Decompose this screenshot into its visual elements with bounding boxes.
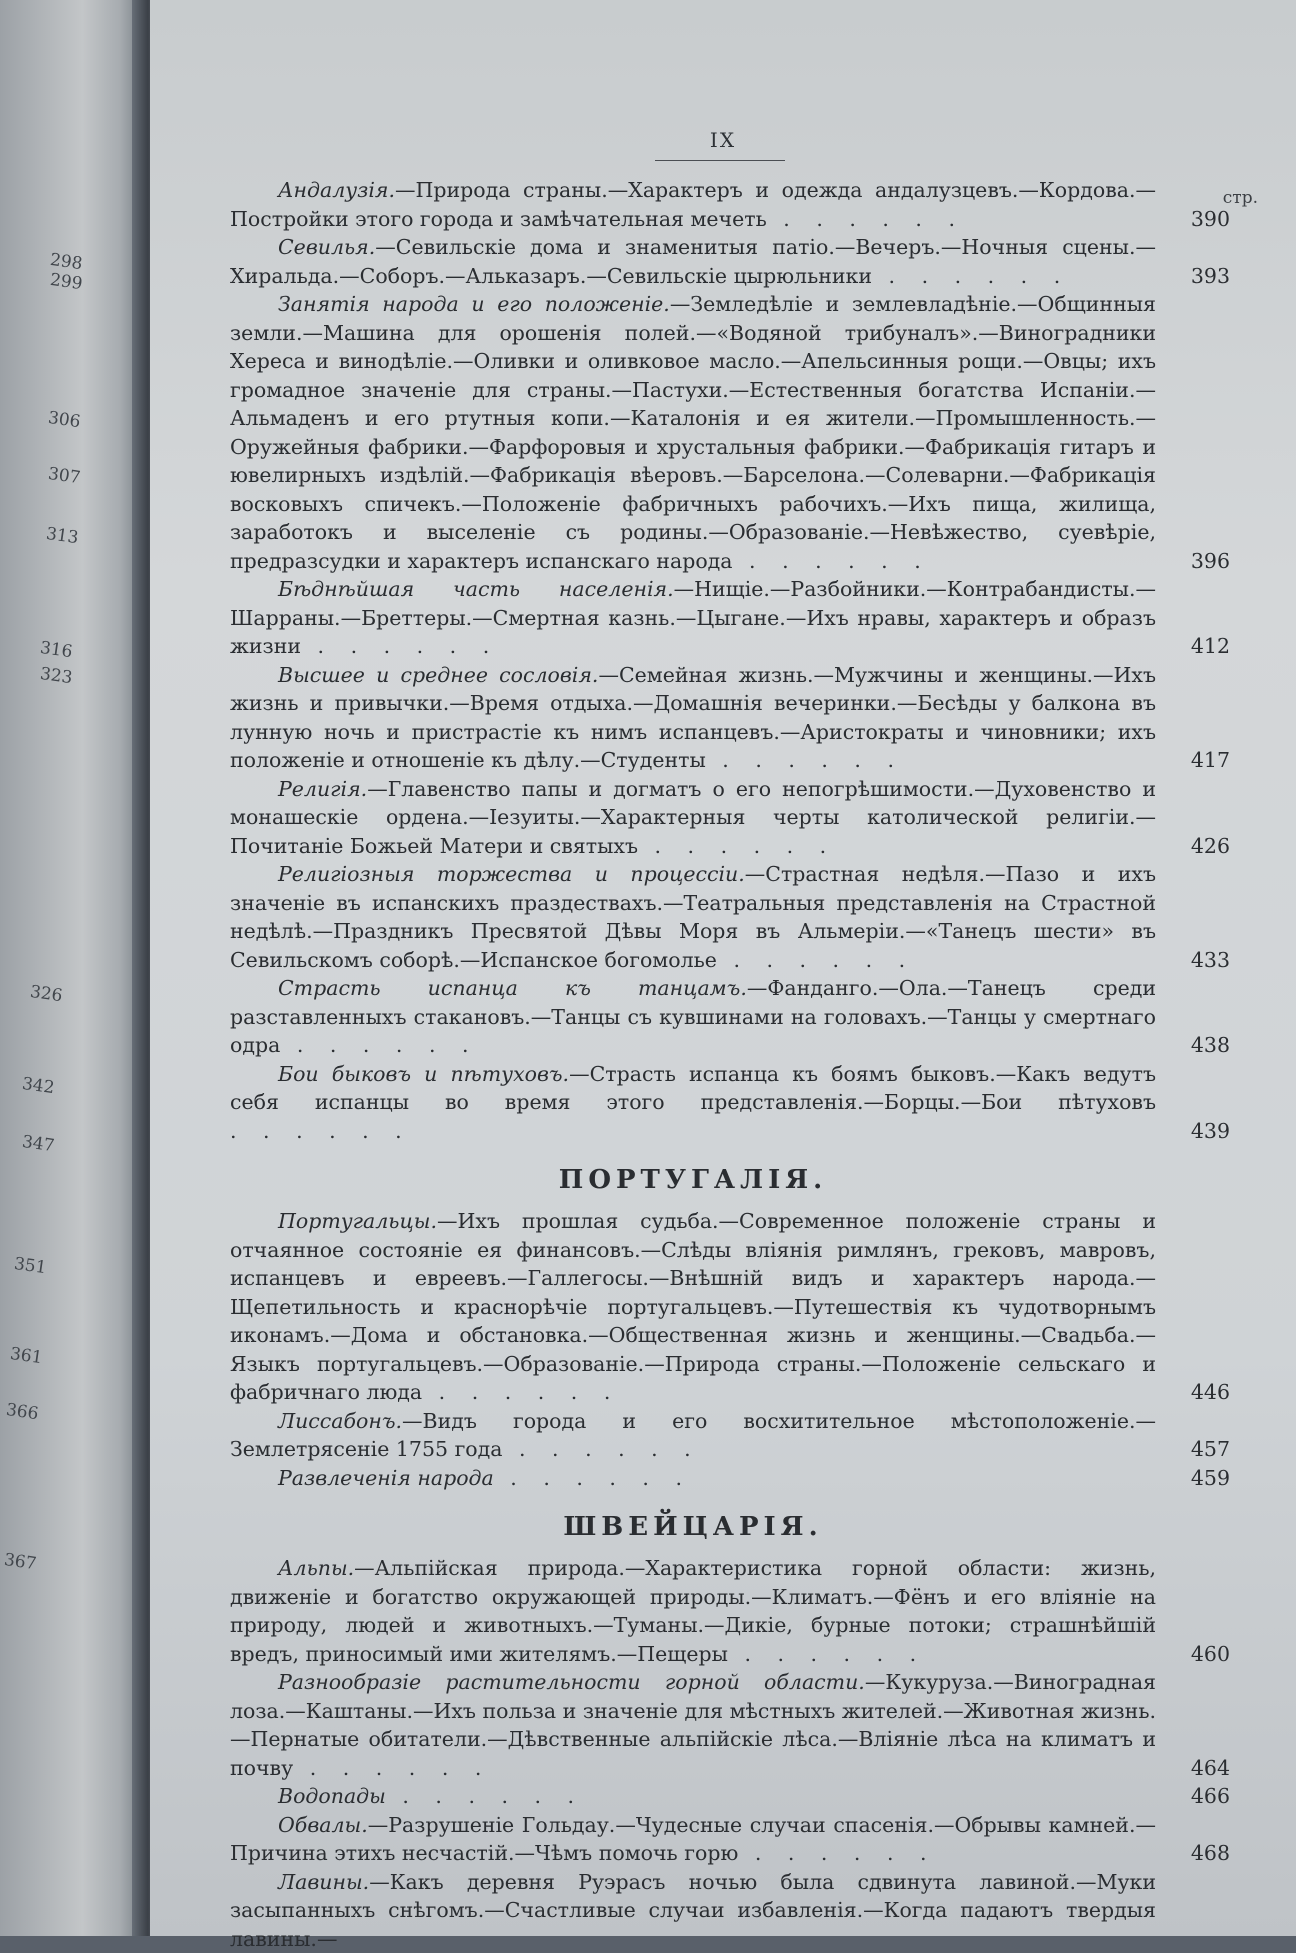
section-title: ШВЕЙЦАРІЯ. (230, 1512, 1230, 1542)
toc-entry (230, 1207, 1230, 1407)
toc-entry (230, 860, 1230, 974)
leader-dots: . . . . . . (230, 1119, 412, 1143)
page-number: IX (150, 128, 1296, 152)
toc-entry-description: —Кукуруза.—Виноградная лоза.—Каштаны.—Ихъ польза и значеніе для мѣстныхъ жителей.—Животная жизнь.—Пернатые обитатели.—Дѣвственные альпійскіе лѣса.—Вліяніе лѣса на климатъ и почву (230, 1670, 1156, 1780)
toc-entry-text (230, 1811, 1156, 1868)
toc-entry-heading: Альпы. (230, 1556, 354, 1580)
toc-entry-description: —Природа страны.—Характеръ и одежда андалузцевъ.—Кордова.—Постройки этого города и замѣчательная мечеть (230, 178, 1156, 231)
toc-entry-heading: Севилья. (230, 235, 375, 259)
toc-entry (230, 1407, 1230, 1464)
toc-entry-heading: Водопады (230, 1784, 386, 1808)
toc-page-number: 393 (1156, 262, 1230, 291)
toc-entry-description: —Альпійская природа.—Характеристика горной области: жизнь, движеніе и богатство окружающей природы.—Климатъ.—Фёнъ и его вліяніе на природу, людей и животныхъ.—Туманы.—Дикіе, бурные потоки; страшнѣйшій вредъ, приносимый ими жителямъ.—Пещеры (230, 1556, 1156, 1666)
toc-entry (230, 290, 1230, 575)
toc-entry-description: —Видъ города и его восхитительное мѣстоположеніе.—Землетрясеніе 1755 года (230, 1409, 1156, 1462)
toc-entry (230, 575, 1230, 661)
toc-entry-description: —Страсть испанца къ боямъ быковъ.—Какъ ведутъ себя испанцы во время этого представленія.—Борцы.—Бои пѣтуховъ (230, 1062, 1156, 1115)
toc-entry-heading: Религія. (230, 777, 367, 801)
toc-entry-text (230, 1464, 1156, 1493)
toc-entry (230, 974, 1230, 1060)
toc-entry-text (230, 1060, 1156, 1146)
toc-entry (230, 1060, 1230, 1146)
left-margin-number: 323 (39, 664, 74, 688)
toc-entry-heading: Андалузія. (230, 178, 395, 202)
leader-dots: . . . . . . (728, 1642, 926, 1666)
left-margin-number: 313 (45, 524, 80, 548)
toc-page-number: 433 (1156, 946, 1230, 975)
toc-entry-description: —Земледѣліе и землевладѣніе.—Общинныя земли.—Машина для орошенія полей.—«Водяной трибуналъ».—Виноградники Хереса и винодѣліе.—Оливки и оливковое масло.—Апельсинныя рощи.—Овцы; ихъ громадное значеніе для страны.—Пастухи.—Естественныя богатства Испаніи.—Альмаденъ и его ртутныя копи.—Каталонія и ея жители.—Промышленность.—Оружейныя фабрики.—Фарфоровыя и хрустальныя фабрики.—Фабрикація гитаръ и ювелирныхъ издѣлій.—Фабрикація вѣеровъ.—Барселона.—Солеварни.—Фабрикація восковыхъ спичекъ.—Положеніе фабричныхъ рабочихъ.—Ихъ пища, жилища, заработокъ и выселеніе съ родины.—Образованіе.—Невѣжество, суевѣріе, предразсудки и характеръ испанскаго народа (230, 292, 1156, 573)
toc-page-number: 446 (1156, 1378, 1230, 1407)
toc-entry-heading: Лиссабонъ. (230, 1409, 402, 1433)
toc-entry-text (230, 290, 1156, 575)
left-margin-number: 299 (49, 270, 84, 294)
toc-page-number: 464 (1156, 1754, 1230, 1783)
toc-entry-heading: Религіозныя торжества и процессіи. (230, 862, 745, 886)
leader-dots: . . . . . . (386, 1784, 584, 1808)
toc-entry-heading: Бѣднѣйшая часть населенія. (230, 577, 674, 601)
toc-entry-description: —Страстная недѣля.—Пазо и ихъ значеніе въ испанскихъ праздествахъ.—Театральныя представленія на Страстной недѣлѣ.—Праздникъ Пресвятой Дѣвы Моря въ Альмеріи.—«Танецъ шести» въ Севильскомъ соборѣ.—Испанское богомолье (230, 862, 1156, 972)
toc-entry-text (230, 575, 1156, 661)
toc-entry-description: —Какъ деревня Руэрасъ ночью была сдвинута лавиной.—Муки засыпанныхъ снѣгомъ.—Счастливые случаи избавленія.—Когда падаютъ твердыя лавины.— (230, 1870, 1156, 1951)
toc-page-number: 466 (1156, 1782, 1230, 1811)
page-column-label: стр. (1223, 188, 1258, 208)
toc-page-number: 460 (1156, 1640, 1230, 1669)
leader-dots: . . . . . . (733, 549, 931, 573)
toc-page-number: 426 (1156, 832, 1230, 861)
leader-dots: . . . . . . (422, 1380, 620, 1404)
toc-entry-description: —Главенство папы и догматъ о его непогрѣшимости.—Духовенство и монашескіе ордена.—Іезуиты.—Характерныя черты католической религіи.—Почитаніе Божьей Матери и святыхъ (230, 777, 1156, 858)
toc-entry (230, 176, 1230, 233)
toc-page-number: 417 (1156, 746, 1230, 775)
toc-page-number: 438 (1156, 1031, 1230, 1060)
left-margin-number: 342 (21, 1074, 56, 1098)
left-margin-number: 298 (49, 250, 84, 274)
left-margin-number: 351 (13, 1254, 48, 1278)
leader-dots: . . . . . . (494, 1466, 692, 1490)
toc-entry-text (230, 974, 1156, 1060)
toc-entry-text (230, 1554, 1156, 1668)
left-margin-number: 316 (39, 638, 74, 662)
leader-dots: . . . . . . (706, 748, 904, 772)
left-page-edge (0, 0, 150, 1936)
toc-entry-heading: Разнообразіе растительности горной области. (230, 1670, 865, 1694)
left-margin-number: 361 (9, 1344, 44, 1368)
toc-entry-description: —Разрушеніе Гольдау.—Чудесные случаи спасенія.—Обрывы камней.—Причина этихъ несчастій.—Чѣмъ помочь горю (230, 1813, 1156, 1866)
toc-entry-text (230, 1207, 1156, 1407)
toc-entry-text (230, 1868, 1156, 1953)
leader-dots: . . . . . . (280, 1033, 478, 1057)
table-of-contents (230, 176, 1230, 1953)
toc-entry-text (230, 1407, 1156, 1464)
toc-entry-text (230, 860, 1156, 974)
toc-entry-heading: Страсть испанца къ танцамъ. (230, 976, 747, 1000)
leader-dots: . . . . . . (301, 634, 499, 658)
toc-entry-description: —Нищіе.—Разбойники.—Контрабандисты.—Шарраны.—Бреттеры.—Смертная казнь.—Цыгане.—Ихъ нравы, характеръ и образъ жизни (230, 577, 1156, 658)
toc-entry-text (230, 775, 1156, 861)
leader-dots: . . . . . . (767, 207, 965, 231)
toc-entry (230, 661, 1230, 775)
toc-entry (230, 1668, 1230, 1782)
toc-entry-heading: Обвалы. (230, 1813, 368, 1837)
leader-dots: . . . . . . (717, 948, 915, 972)
toc-entry-heading: Португальцы. (230, 1209, 437, 1233)
toc-entry-text (230, 233, 1156, 290)
toc-page-number: 390 (1156, 205, 1230, 234)
toc-entry (230, 1464, 1230, 1493)
toc-entry (230, 1868, 1230, 1953)
leader-dots: . . . . . . (293, 1756, 491, 1780)
toc-page-number: 412 (1156, 632, 1230, 661)
toc-entry (230, 1782, 1230, 1811)
page-number-rule (655, 160, 785, 161)
left-margin-number: 307 (47, 464, 82, 488)
toc-entry (230, 775, 1230, 861)
leader-dots: . . . . . . (872, 264, 1070, 288)
toc-entry (230, 1811, 1230, 1868)
toc-entry-text (230, 661, 1156, 775)
left-margin-number: 326 (29, 982, 64, 1006)
toc-page-number: 468 (1156, 1839, 1230, 1868)
toc-page-number: 459 (1156, 1464, 1230, 1493)
left-margin-number: 367 (3, 1550, 38, 1574)
toc-entry-description: —Семейная жизнь.—Мужчины и женщины.—Ихъ жизнь и привычки.—Время отдыха.—Домашнія вечеринки.—Бесѣды у балкона въ лунную ночь и пристрастіе къ нимъ испанцевъ.—Аристократы и чиновники; ихъ положеніе и отношеніе къ дѣлу.—Студенты (230, 663, 1156, 773)
leader-dots: . . . . . . (503, 1437, 701, 1461)
toc-page-number: 439 (1156, 1117, 1230, 1146)
book-page (150, 0, 1296, 1936)
toc-entry-heading: Занятія народа и его положеніе. (230, 292, 670, 316)
leader-dots: . . . . . . (638, 834, 836, 858)
toc-entry-heading: Высшее и среднее сословія. (230, 663, 598, 687)
section-title: ПОРТУГАЛІЯ. (230, 1165, 1230, 1195)
left-margin-number: 306 (47, 408, 82, 432)
toc-entry-text (230, 1668, 1156, 1782)
toc-entry-description: —Фанданго.—Ола.—Танецъ среди разставленныхъ стакановъ.—Танцы съ кувшинами на головахъ.—Танцы у смертнаго одра (230, 976, 1156, 1057)
toc-entry-heading: Развлеченія народа (230, 1466, 494, 1490)
toc-entry-text (230, 176, 1156, 233)
toc-entry (230, 233, 1230, 290)
toc-entry (230, 1554, 1230, 1668)
toc-entry-description: —Севильскіе дома и знаменитыя патіо.—Вечеръ.—Ночныя сцены.—Хиральда.—Соборъ.—Альказаръ.—Севильскіе цырюльники (230, 235, 1156, 288)
toc-entry-heading: Бои быковъ и пѣтуховъ. (230, 1062, 569, 1086)
toc-entry-text (230, 1782, 1156, 1811)
toc-entry-description: —Ихъ прошлая судьба.—Современное положеніе страны и отчаянное состояніе ея финансовъ.—Слѣды вліянія римлянъ, грековъ, мавровъ, испанцевъ и евреевъ.—Галлегосы.—Внѣшній видъ и характеръ народа.—Щепетильность и краснорѣчіе португальцевъ.—Путешествія къ чудотворнымъ иконамъ.—Дома и обстановка.—Общественная жизнь и женщины.—Свадьба.—Языкъ португальцевъ.—Образованіе.—Природа страны.—Положеніе сельскаго и фабричнаго люда (230, 1209, 1156, 1404)
left-margin-number: 366 (5, 1400, 40, 1424)
toc-page-number: 396 (1156, 547, 1230, 576)
toc-entry-heading: Лавины. (230, 1870, 369, 1894)
toc-page-number: 457 (1156, 1435, 1230, 1464)
leader-dots: . . . . . . (738, 1841, 936, 1865)
left-margin-number: 347 (21, 1132, 56, 1156)
